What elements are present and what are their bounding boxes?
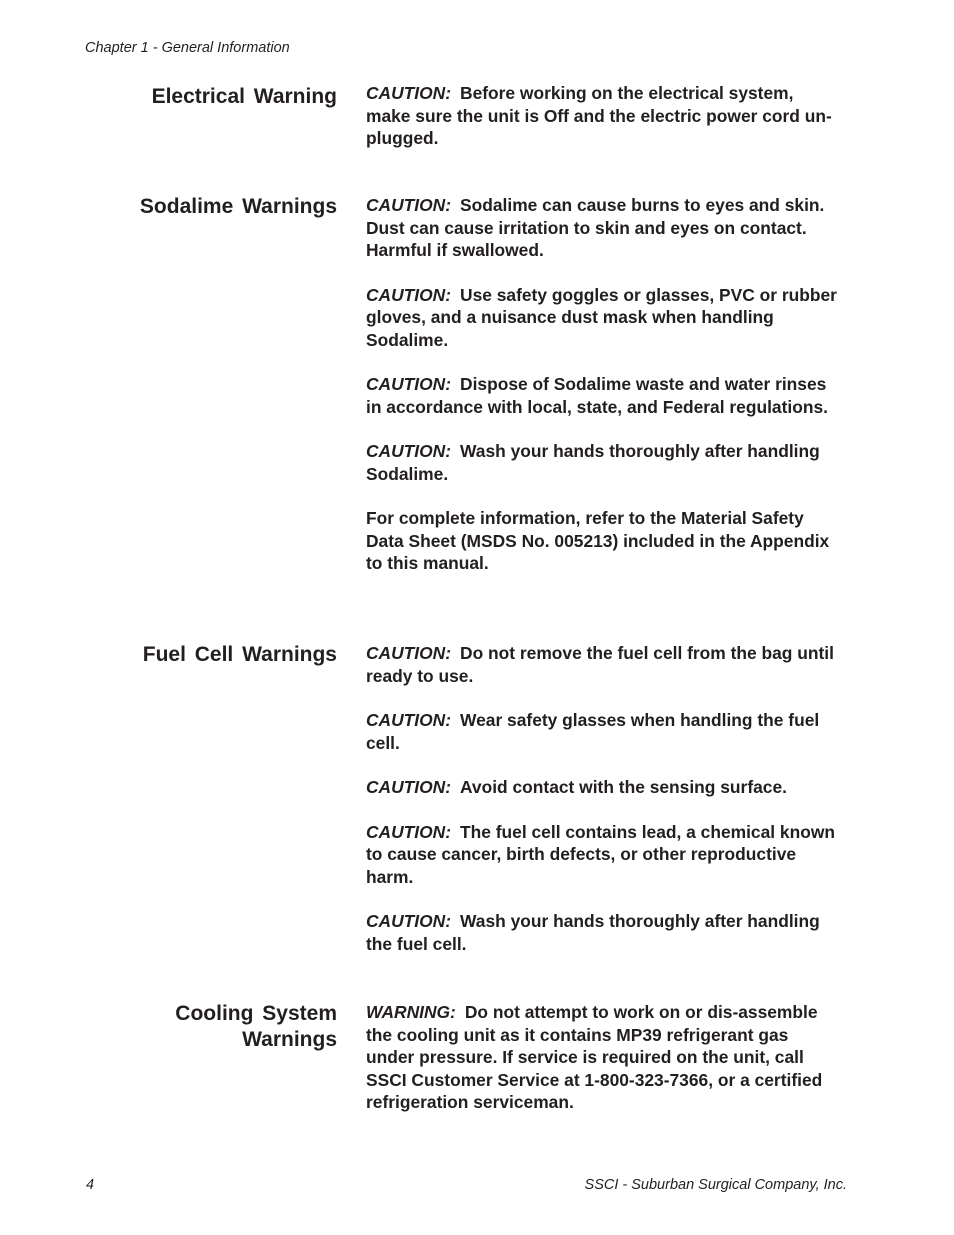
warning-label: WARNING: xyxy=(366,1002,456,1022)
caution-paragraph xyxy=(366,910,838,955)
section-heading-line: Cooling System xyxy=(175,1002,337,1025)
caution-paragraph xyxy=(366,194,838,262)
caution-text: Wear safety glasses when handling the fuel cell. xyxy=(366,710,820,753)
warning-paragraph xyxy=(366,1001,838,1114)
caution-text: Wash your hands thoroughly after handling Sodalime. xyxy=(366,441,820,484)
section-heading: Electrical Warning xyxy=(151,85,337,108)
section-body xyxy=(366,1001,838,1136)
caution-label: CAUTION: xyxy=(366,710,452,730)
caution-paragraph xyxy=(366,642,838,687)
caution-label: CAUTION: xyxy=(366,83,452,103)
caution-text: Dispose of Sodalime waste and water rinses in accordance with local, state, and Federal regulations. xyxy=(366,374,828,417)
section-heading-line: Warnings xyxy=(242,1028,337,1051)
footer-company: SSCI - Suburban Surgical Company, Inc. xyxy=(584,1177,847,1193)
page-number: 4 xyxy=(86,1177,95,1193)
section-body xyxy=(366,194,838,597)
caution-label: CAUTION: xyxy=(366,441,452,461)
section-heading: Sodalime Warnings xyxy=(139,195,337,218)
caution-paragraph xyxy=(366,284,838,352)
section-heading xyxy=(37,1001,337,1053)
caution-text: Sodalime can cause burns to eyes and skin. Dust can cause irritation to skin and eyes on contact. Harmful if swallowed. xyxy=(366,195,825,260)
caution-paragraph xyxy=(366,776,838,799)
caution-label: CAUTION: xyxy=(366,195,452,215)
caution-label: CAUTION: xyxy=(366,284,452,305)
section-body xyxy=(366,82,838,172)
section-body xyxy=(366,642,838,977)
caution-text: Wash your hands thoroughly after handling the fuel cell. xyxy=(366,911,820,954)
caution-paragraph xyxy=(366,821,838,889)
caution-text: The fuel cell contains lead, a chemical known to cause cancer, birth defects, or other reproductive harm. xyxy=(366,821,835,887)
caution-text: Before working on the electrical system, make sure the unit is Off and the electric power cord un-plugged. xyxy=(366,83,832,148)
caution-paragraph xyxy=(366,82,838,150)
msds-reference-text: For complete information, refer to the Material Safety Data Sheet (MSDS No. 005213) included in the Appendix to this manual. xyxy=(366,508,830,573)
caution-label: CAUTION: xyxy=(366,777,452,797)
caution-text: Do not remove the fuel cell from the bag until ready to use. xyxy=(366,643,834,686)
caution-paragraph xyxy=(366,440,838,485)
caution-text: Use safety goggles or glasses, PVC or rubber gloves, and a nuisance dust mask when handling Sodalime. xyxy=(366,284,837,350)
caution-label: CAUTION: xyxy=(366,374,452,394)
caution-label: CAUTION: xyxy=(366,911,452,931)
running-header: Chapter 1 - General Information xyxy=(85,40,290,56)
warning-text: Do not attempt to work on or dis-assemble the cooling unit as it contains MP39 refrigerant gas under pressure. If service is required on the unit, call SSCI Customer Service at 1-800-323-7366, or a certified refrigeration serviceman. xyxy=(366,1002,823,1112)
msds-reference-paragraph xyxy=(366,507,838,575)
section-heading: Fuel Cell Warnings xyxy=(142,643,337,666)
caution-label: CAUTION: xyxy=(366,643,452,663)
caution-paragraph xyxy=(366,709,838,754)
caution-text: Avoid contact with the sensing surface. xyxy=(460,777,787,797)
caution-paragraph xyxy=(366,373,838,418)
caution-label: CAUTION: xyxy=(366,821,452,842)
